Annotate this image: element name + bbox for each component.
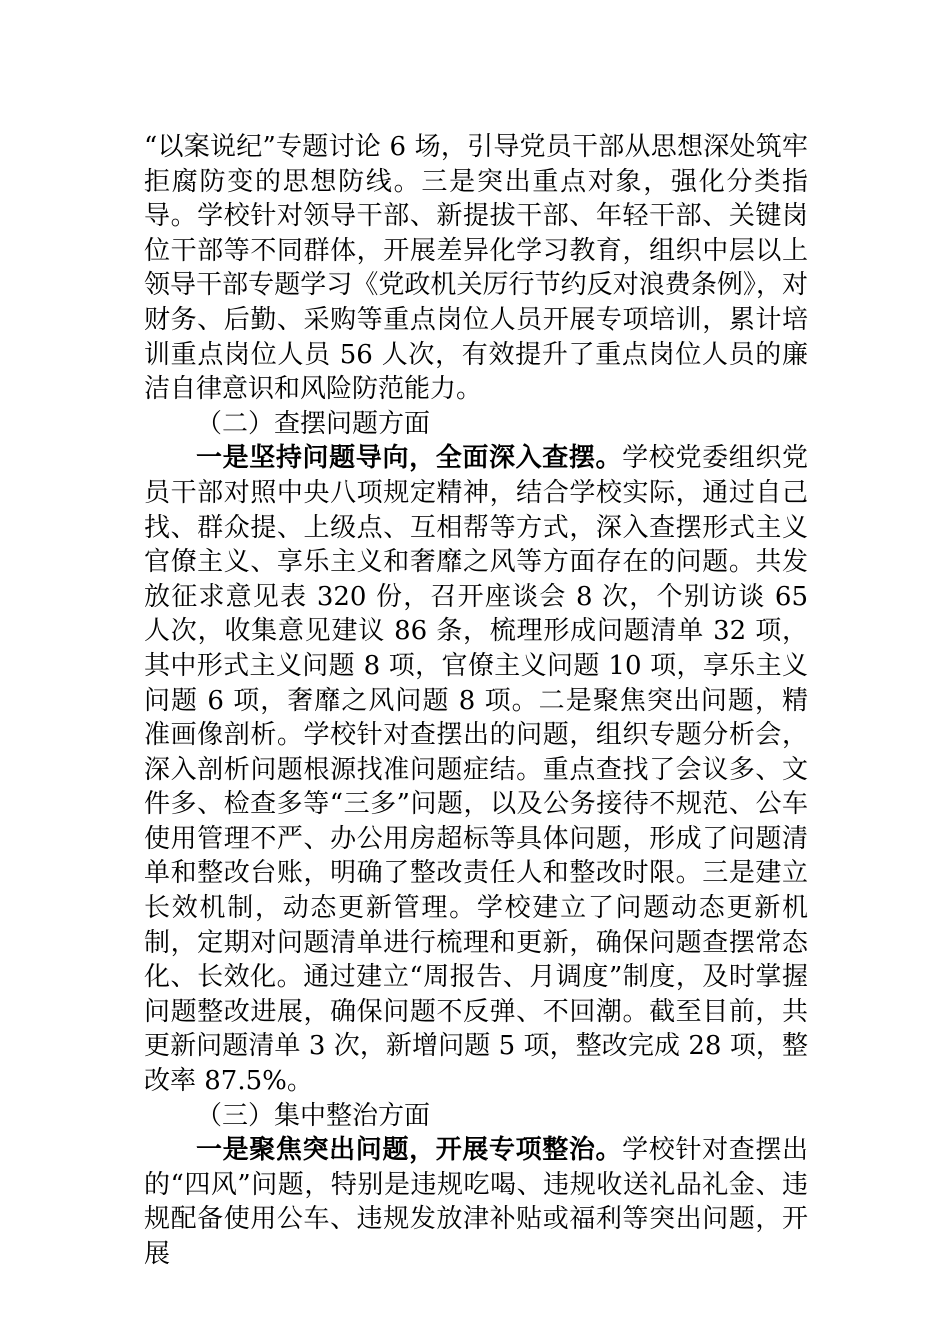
section-heading-rectification: （三）集中整治方面 xyxy=(196,1100,431,1131)
paragraph-study-education: “以案说纪”专题讨论 6 场，引导党员干部从思想深处筑牢拒腐防变的思想防线。三是突出重点对象，强化分类指导。学校针对领导干部、新提拔干部、年轻干部、关键岗位干部等不同群体，开展差异化学习教育，组织中层以上领导干部专题学习《党政机关厉行节约反对浪费条例》，对财务、后勤、采购等重点岗位人员开展专项培训，累计培训重点岗位人员 56 人次，有效提升了重点岗位人员的廉洁自律意识和风险防范能力。 xyxy=(144,132,808,405)
paragraph-lead-phrase: 一是坚持问题导向，全面深入查摆。 xyxy=(196,443,623,474)
document-body xyxy=(144,130,808,1272)
paragraph-body-text: 学校党委组织党员干部对照中央八项规定精神，结合学校实际，通过自己找、群众提、上级点、互相帮等方式，深入查摆形式主义官僚主义、享乐主义和奢靡之风等方面存在的问题。共发放征求意见表 320 份，召开座谈会 8 次，个别访谈 65 人次，收集意见建议 86 条，梳理形成问题清单 32 项，其中形式主义问题 8 项，官僚主义问题 10 项，享乐主义问题 6 项，奢靡之风问题 8 项。二是聚焦突出问题，精准画像剖析。学校针对查摆出的问题，组织专题分析会，深入剖析问题根源找准问题症结。重点查找了会议多、文件多、检查多等“三多”问题，以及公务接待不规范、公车使用管理不严、办公用房超标等具体问题，形成了问题清单和整改台账，明确了整改责任人和整改时限。三是建立长效机制，动态更新管理。学校建立了问题动态更新机制，定期对问题清单进行梳理和更新，确保问题查摆常态化、长效化。通过建立“周报告、月调度”制度，及时掌握问题整改进展，确保问题不反弹、不回潮。截至目前，共更新问题清单 3 次，新增问题 5 项，整改完成 28 项，整改率 87.5%。 xyxy=(144,443,808,1097)
paragraph-body-text: 学校针对查摆出的“四风”问题，特别是违规吃喝、违规收送礼品礼金、违规配备使用公车、违规发放津补贴或福利等突出问题，开展 xyxy=(144,1135,808,1269)
paragraph-problem-finding xyxy=(144,441,808,1098)
paragraph-rectification xyxy=(144,1133,808,1271)
paragraph-lead-phrase: 一是聚焦突出问题，开展专项整治。 xyxy=(196,1135,623,1166)
section-heading-problem-finding: （二）查摆问题方面 xyxy=(196,408,431,439)
